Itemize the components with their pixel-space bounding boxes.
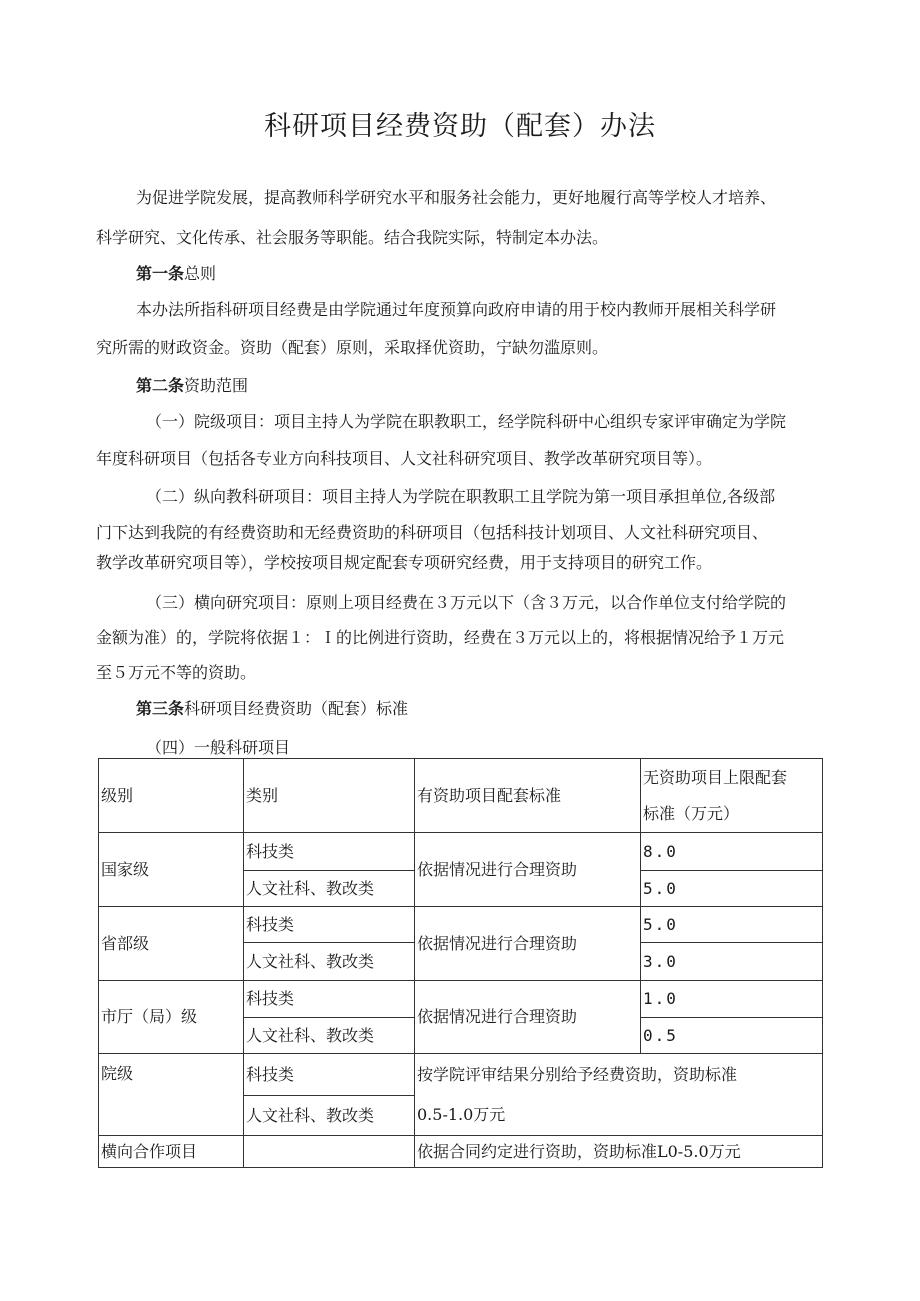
level-college: 院级 [99, 1054, 244, 1136]
intro-line-2: 科学研究、文化传承、社会服务等职能。结合我院实际，特制定本办法。 [96, 228, 609, 247]
header-unfunded-cap-line-1: 无资助项目上限配套 [643, 767, 788, 787]
support-cell: 依据情况进行合理资助 [415, 833, 641, 907]
college-support-line-1: 按学院评审结果分别给予经费资助，资助标准 [417, 1064, 738, 1084]
header-unfunded-cap [641, 759, 823, 833]
item-3-line-3: 至５万元不等的资助。 [96, 663, 257, 682]
article-3-title: 科研项目经费资助（配套）标准 [184, 699, 409, 718]
college-support-cell [415, 1054, 823, 1136]
level-horizontal: 横向合作项目 [99, 1136, 244, 1168]
article-1-body-1: 本办法所指科研项目经费是由学院通过年度预算向政府申请的用于校内教师开展相关科学研 [136, 300, 777, 319]
table-header-row [99, 759, 823, 833]
item-2-line-2: 门下达到我院的有经费资助和无经费资助的科研项目（包括科技计划项目、人文社科研究项目、 [96, 523, 769, 542]
article-2-title: 资助范围 [184, 376, 249, 395]
article-1-body-2: 究所需的财政资金。资助（配套）原则，采取择优资助，宁缺勿滥原则。 [96, 338, 609, 357]
table-row [99, 833, 823, 871]
table-row [99, 1054, 823, 1096]
category-cell-empty [244, 1136, 415, 1168]
article-1-label: 第一条 [136, 264, 185, 283]
header-level: 级别 [99, 759, 244, 833]
category-cell: 科技类 [244, 833, 415, 871]
support-cell: 依据情况进行合理资助 [415, 981, 641, 1054]
category-cell: 科技类 [244, 907, 415, 943]
cap-value: 0.5 [641, 1018, 823, 1054]
cap-value: 5.0 [641, 907, 823, 943]
item-3-line-1: （三）横向研究项目：原则上项目经费在３万元以下（含３万元，以合作单位支付给学院的 [146, 593, 787, 612]
article-3-heading [96, 699, 836, 719]
horizontal-support-cell: 依据合同约定进行资助，资助标准L0-5.0万元 [415, 1136, 823, 1168]
article-2-label: 第二条 [136, 376, 185, 395]
item-3-line-2: 金额为准）的，学院将依据１：Ｉ的比例进行资助，经费在３万元以上的，将根据情况给予１万元 [96, 628, 785, 647]
document-title: 科研项目经费资助（配套）办法 [264, 111, 656, 142]
header-funded-standard: 有资助项目配套标准 [415, 759, 641, 833]
category-cell: 人文社科、教改类 [244, 1096, 415, 1136]
category-cell: 人文社科、教改类 [244, 1018, 415, 1054]
category-cell: 人文社科、教改类 [244, 943, 415, 981]
level-provincial: 省部级 [99, 907, 244, 981]
cap-value: 5.0 [641, 871, 823, 907]
intro-line-1: 为促进学院发展，提高教师科学研究水平和服务社会能力，更好地履行高等学校人才培养、 [136, 188, 777, 207]
cap-value: 3.0 [641, 943, 823, 981]
funding-standards-table [98, 758, 823, 1168]
category-cell: 科技类 [244, 1054, 415, 1096]
article-3-subheading: （四）一般科研项目 [146, 738, 291, 757]
item-2-line-1: （二）纵向教科研项目：项目主持人为学院在职教职工且学院为第一项目承担单位,各级部 [146, 487, 776, 506]
college-support-line-2: 0.5-1.0万元 [417, 1104, 506, 1124]
article-3-label: 第三条 [136, 699, 185, 718]
table-row [99, 907, 823, 943]
article-1-title: 总则 [184, 264, 217, 283]
cap-value: 1.0 [641, 981, 823, 1018]
item-1-line-1: （一）院级项目：项目主持人为学院在职教职工，经学院科研中心组织专家评审确定为学院 [146, 412, 787, 431]
header-unfunded-cap-line-2: 标准（万元） [643, 803, 740, 823]
article-2-heading [96, 376, 836, 396]
cap-value: 8.0 [641, 833, 823, 871]
support-cell: 依据情况进行合理资助 [415, 907, 641, 981]
level-municipal: 市厅（局）级 [99, 981, 244, 1054]
table-row [99, 981, 823, 1018]
item-1-line-2: 年度科研项目（包括各专业方向科技项目、人文社科研究项目、教学改革研究项目等）。 [96, 449, 713, 468]
table-row [99, 1136, 823, 1168]
category-cell: 科技类 [244, 981, 415, 1018]
header-category: 类别 [244, 759, 415, 833]
level-national: 国家级 [99, 833, 244, 907]
category-cell: 人文社科、教改类 [244, 871, 415, 907]
article-1-heading [96, 264, 836, 284]
item-2-line-3: 教学改革研究项目等），学校按项目规定配套专项研究经费，用于支持项目的研究工作。 [96, 553, 713, 572]
